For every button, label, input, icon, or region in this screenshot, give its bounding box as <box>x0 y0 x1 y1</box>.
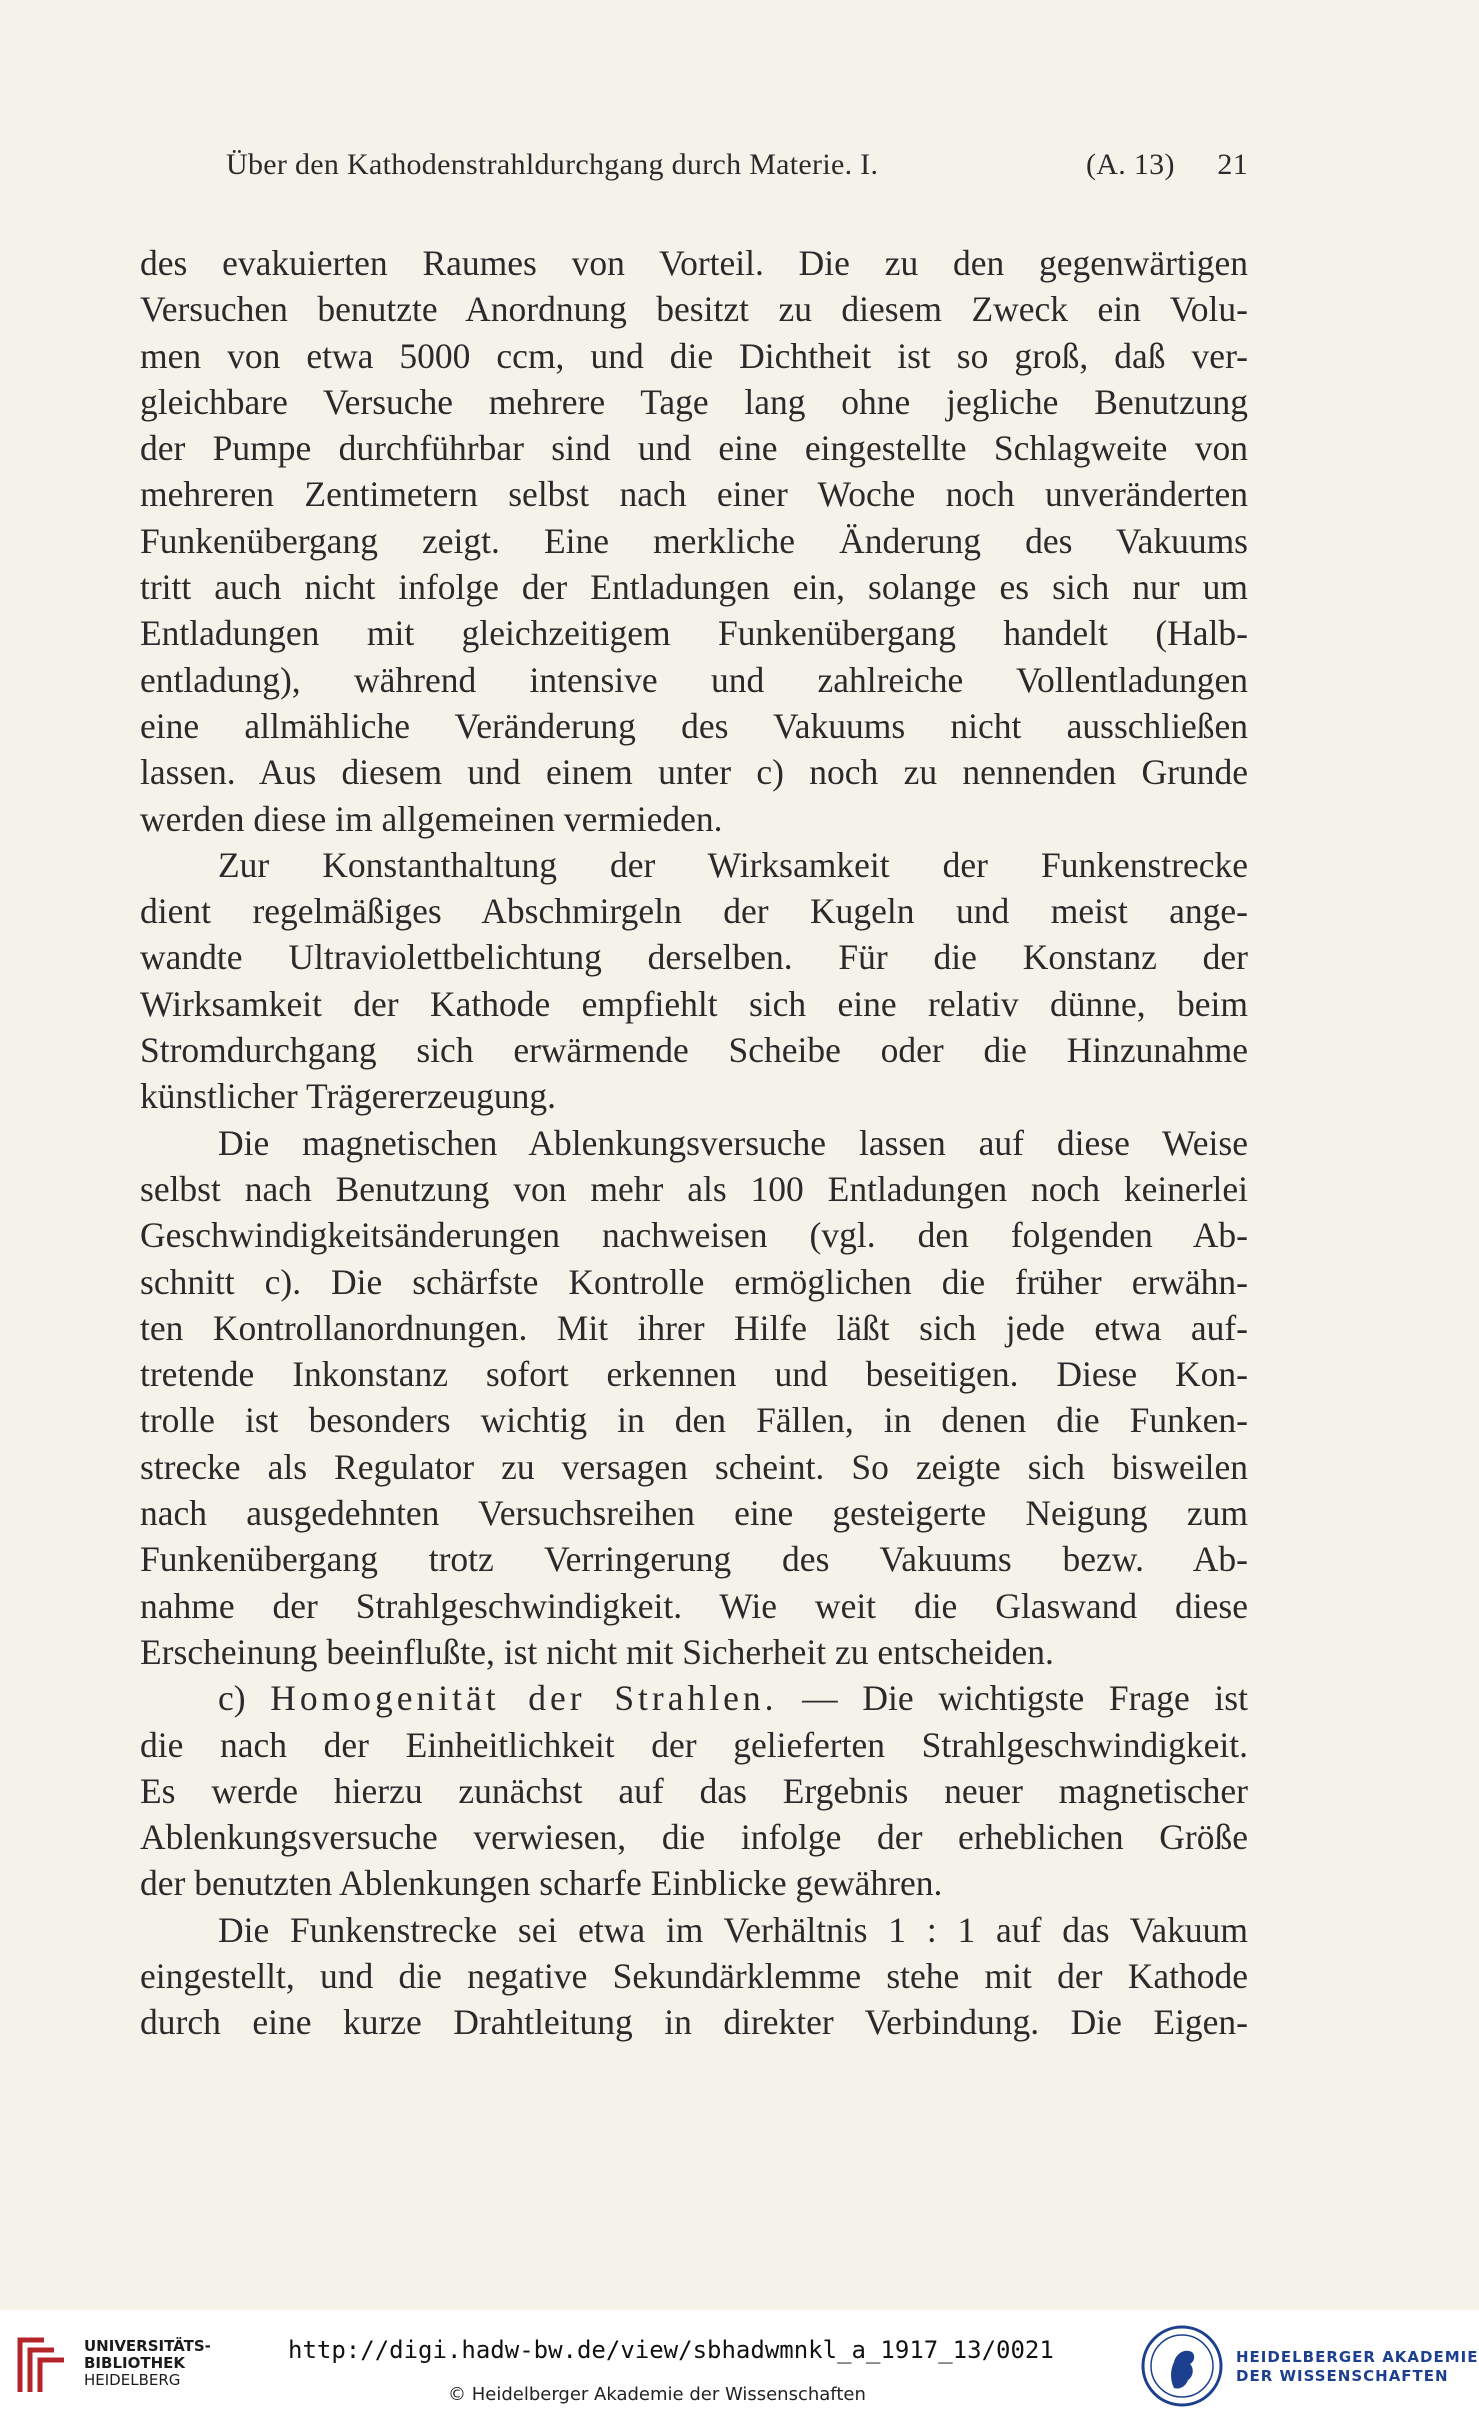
text-line: werden diese im allgemeinen vermieden. <box>140 798 723 839</box>
text-line: Funkenübergang trotz Verringerung des Vakuums bezw. Ab- <box>140 1539 1248 1580</box>
footer-bar <box>0 2310 1479 2423</box>
text-line: wandte Ultraviolettbelichtung derselben. Für die Konstanz der <box>140 937 1248 978</box>
text-line: dient regelmäßiges Abschmirgeln der Kugeln und meist ange- <box>140 891 1248 932</box>
academy-name-line-2: DER WISSENSCHAFTEN <box>1236 2367 1449 2385</box>
text-line: Entladungen mit gleichzeitigem Funkenübergang handelt (Halb- <box>140 613 1248 654</box>
section-c-line: c) Homogenität der Strahlen. — Die wichtigste Frage ist <box>218 1678 1248 1719</box>
text-line: der benutzten Ablenkungen scharfe Einblicke gewähren. <box>140 1863 943 1904</box>
library-city: HEIDELBERG <box>84 2371 181 2389</box>
text-line: selbst nach Benutzung von mehr als 100 Entladungen noch keinerlei <box>140 1168 1248 1209</box>
text-line: nahme der Strahlgeschwindigkeit. Wie weit die Glaswand diese <box>140 1585 1248 1626</box>
text-line: Funkenübergang zeigt. Eine merkliche Änderung des Vakuums <box>140 520 1248 561</box>
text-line: Erscheinung beeinflußte, ist nicht mit Sicherheit zu entscheiden. <box>140 1631 1054 1672</box>
academy-seal-icon <box>1140 2324 1224 2408</box>
academy-name-line-1: HEIDELBERGER AKADEMIE <box>1236 2348 1479 2366</box>
text-line: der Pumpe durchführbar sind und eine eingestellte Schlagweite von <box>140 428 1248 469</box>
permalink-url[interactable]: http://digi.hadw-bw.de/view/sbhadwmnkl_a_1917_13/0021 <box>288 2336 1054 2364</box>
text-line: die nach der Einheitlichkeit der gelieferten Strahlgeschwindigkeit. <box>140 1724 1248 1765</box>
text-line: strecke als Regulator zu versagen scheint. So zeigte sich bisweilen <box>140 1446 1248 1487</box>
text-line: schnitt c). Die schärfste Kontrolle ermöglichen die früher erwähn- <box>140 1261 1248 1302</box>
text-line: lassen. Aus diesem und einem unter c) noch zu nennenden Grunde <box>140 752 1248 793</box>
page-number: 21 <box>1217 148 1248 181</box>
section-heading: Homogenität der Strahlen. <box>270 1678 778 1719</box>
university-library-logo-icon <box>14 2332 72 2396</box>
text-line: trolle ist besonders wichtig in den Fällen, in denen die Funken- <box>140 1400 1248 1441</box>
library-name <box>84 2338 211 2389</box>
article-reference: (A. 13) <box>1086 148 1175 181</box>
text-line: durch eine kurze Drahtleitung in direkter Verbindung. Die Eigen- <box>140 2002 1248 2043</box>
text-line: künstlicher Trägererzeugung. <box>140 1076 557 1117</box>
text-line: Die magnetischen Ablenkungsversuche lassen auf diese Weise <box>218 1122 1248 1163</box>
text-line: nach ausgedehnten Versuchsreihen eine gesteigerte Neigung zum <box>140 1493 1248 1534</box>
text-line: Wirksamkeit der Kathode empfiehlt sich eine relativ dünne, beim <box>140 983 1248 1024</box>
text-line: Ablenkungsversuche verwiesen, die infolge der erheblichen Größe <box>140 1817 1248 1858</box>
text-line: Geschwindigkeitsänderungen nachweisen (vgl. den folgenden Ab- <box>140 1215 1248 1256</box>
text-line: des evakuierten Raumes von Vorteil. Die zu den gegenwärtigen <box>140 243 1248 283</box>
copyright-notice: © Heidelberger Akademie der Wissenschaften <box>448 2384 866 2405</box>
text-line: entladung), während intensive und zahlreiche Vollentladungen <box>140 659 1248 700</box>
text-line: mehreren Zentimetern selbst nach einer Woche noch unveränderten <box>140 474 1248 515</box>
text-line: eingestellt, und die negative Sekundärklemme stehe mit der Kathode <box>140 1955 1248 1996</box>
academy-name <box>1236 2348 1479 2386</box>
text-line: tretende Inkonstanz sofort erkennen und beseitigen. Diese Kon- <box>140 1354 1248 1395</box>
text-line: Es werde hierzu zunächst auf das Ergebnis neuer magnetischer <box>140 1770 1248 1811</box>
text-line: ten Kontrollanordnungen. Mit ihrer Hilfe läßt sich jede etwa auf- <box>140 1307 1248 1348</box>
text-line: men von etwa 5000 ccm, und die Dichtheit ist so groß, daß ver- <box>140 335 1248 376</box>
text-line: tritt auch nicht infolge der Entladungen ein, solange es sich nur um <box>140 567 1248 608</box>
text-line: Stromdurchgang sich erwärmende Scheibe oder die Hinzunahme <box>140 1030 1248 1071</box>
library-name-line-1: UNIVERSITÄTS- <box>84 2337 211 2355</box>
body-text <box>140 240 1248 2046</box>
text-line: Versuchen benutzte Anordnung besitzt zu diesem Zweck ein Volu- <box>140 289 1248 330</box>
running-title: Über den Kathodenstrahldurchgang durch Materie. I. <box>226 148 879 181</box>
text-line: Zur Konstanthaltung der Wirksamkeit der Funkenstrecke <box>218 844 1248 885</box>
text-line: Die Funkenstrecke sei etwa im Verhältnis 1 : 1 auf das Vakuum <box>218 1909 1248 1950</box>
text-line: eine allmähliche Veränderung des Vakuums nicht ausschließen <box>140 705 1248 746</box>
text-line: gleichbare Versuche mehrere Tage lang ohne jegliche Benutzung <box>140 381 1248 422</box>
library-name-line-2: BIBLIOTHEK <box>84 2354 185 2372</box>
